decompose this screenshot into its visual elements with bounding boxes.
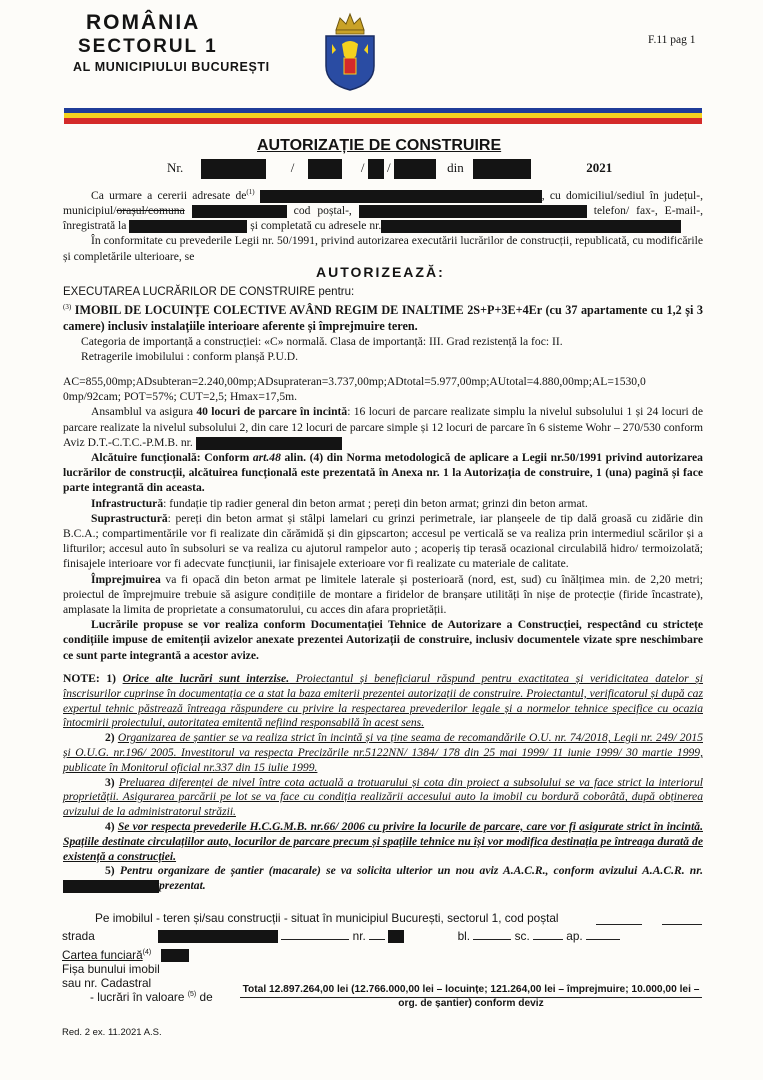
notes-section (63, 672, 703, 894)
note-3: 3) Preluarea diferenței de nivel între cota actuală a trotuarului și cota din proiect a subsolului se va face strict la interiorul proprietății. Asigurarea parcării pe lot se va face cu condiția realizării accesului auto la imobil cu bordură coborâtă, după obținerea avizului de la administratorul străzii. (63, 775, 704, 819)
address-line (62, 929, 620, 943)
alcatuire: Alcătuire funcțională: Conform art.48 alin. (4) din Norma metodologică de aplicare a Legii nr.50/1991 privind autorizarea lucrărilor de construcții, alcătuirea funcțională este prezentată în Anexa nr. 1 la Autorizația de construire, 1 (una) pagină și face parte integrantă din aceasta. (63, 451, 703, 495)
redaction (308, 159, 342, 179)
header-romania: ROMÂNIA (86, 11, 201, 34)
bl-field (473, 939, 511, 940)
law-reference: În conformitate cu prevederile Legii nr. 50/1991, privind autorizarea executării lucrărilor de construcții, republicată, cu modificările și completările ulterioare, se (63, 234, 703, 263)
lucrarile: Lucrările propuse se vor realiza conform Documentației Tehnice de Autorizare a Construcției, respectând cu strictețe condițiile impuse de emitenții avizelor anexate prezentei Autorizații de construire, inclusiv documentele vizate spre neschimbare ce sunt parte integrantă a acestor avize. (63, 618, 703, 662)
valoare-label: - lucrări în valoare $^{(5)}$ de (90, 990, 213, 1004)
parcare: Ansamblul va asigura 40 locuri de parcare în incintă: 16 locuri de parcare realizate simplu la nivelul subsolului 1 și 24 locuri de parcare realizate la nivelul subsolului 2, din care 12 locuri de parcare simple și 12 locuri de parcare în 6 sisteme Wohr – 270/530 conform Aviz D.T.-C.T.C.-P.M.B. nr. (63, 405, 703, 449)
strada-field (281, 939, 349, 940)
cartea-label: Cartea funciară (62, 948, 143, 962)
categoria: Categoria de importanță a construcției: «C» normală. Clasa de importanță: III. Grad rezistență la foc: II. (81, 335, 563, 349)
fisa-label: Fișa bunului imobil (62, 962, 160, 976)
redaction (201, 159, 266, 179)
sc-label: sc. (514, 929, 530, 943)
imprejmuirea: Împrejmuirea va fi opacă din beton armat pe limitele laterale și posterioară (nord, est, sud) cu înălțimea min. de 2,20 metri; proiectul de împrejmuire trebuie să asigure condițiile de montare a firidelor de branșare utilități în nișe de protecție (firide încastrate), amplasate la limita de proprietate a consumatorului, cu acces din afara proprietății. (63, 572, 703, 617)
redaction (473, 159, 531, 179)
redaction (394, 159, 436, 179)
redaction (388, 930, 404, 943)
redaction (192, 205, 287, 218)
total-underline (240, 997, 702, 998)
redaction (161, 949, 189, 962)
redaction (260, 190, 542, 203)
autorizeaza-heading: AUTORIZEAZĂ: (316, 264, 445, 280)
redaction (129, 220, 247, 233)
number-separator: / (290, 159, 295, 175)
footer-note: Red. 2 ex. 11.2021 A.S. (62, 1027, 162, 1038)
location-intro: Pe imobilul - teren și/sau construcții - situat în municipiul București, sectorul 1, cod poștal (95, 911, 559, 925)
postal-code-field-2 (662, 924, 702, 925)
authorization-number (167, 159, 612, 179)
cadastral-label: sau nr. Cadastral (62, 976, 152, 990)
ap-field (586, 939, 620, 940)
header-sector: SECTORUL 1 (78, 36, 218, 57)
redaction (381, 220, 681, 233)
redaction (158, 930, 278, 943)
project-details (63, 374, 703, 663)
redaction (63, 880, 159, 893)
ap-label: ap. (566, 929, 583, 943)
suprastructura: Suprastructură: pereți din beton armat și stâlpi lamelari cu grinzi perimetrale, iar planșeele de tip dală groasă cu zidărie din B.C.A.; compartimentările vor fi realizate din cărămidă și din gipscarton; accesul pe verticală se va realiza prin intermediul scărilor și a lifturilor; accesul auto în subsoluri se va realiza cu ajutorul rampelor auto ; acoperiș tip terasă ocazional circulabilă hidro/ termoizolată; finisajele interioare vor fi adecvate funcțiunii, iar finisajele exterioare vor fi realizate cu materiale de calitate. (63, 511, 703, 571)
number-separator: / (360, 159, 365, 175)
bl-label: bl. (457, 929, 471, 943)
nr-field (369, 939, 385, 940)
note-1: NOTE: 1) Orice alte lucrări sunt interzise. Proiectantul și beneficiarul răspund pentru exactitatea și veridicitatea datelor și înscrisurilor cuprinse în documentația ce a stat la baza emiterii prezentei autorizații de construire. Proiectantul, verificatorul și după caz expertul tehnic păstrează întreaga răspundere cu privire la respectarea prevederilor legale și a normelor tehnice specifice cu ocazia întocmirii proiectului, autoritatea emitentă nefiind responsabilă în acest sens. (63, 672, 704, 730)
object-title: IMOBIL DE LOCUINȚE COLECTIVE AVÂND REGIM DE INALTIME 2S+P+3E+4Er (cu 37 apartamente cu 1,2 și 3 camere) inclusiv instalațiile interioare aferente și împrejmuire teren. (63, 303, 704, 333)
authorization-year: 2021 (586, 159, 613, 175)
note-4: 4) Se vor respecta prevederile H.C.G.M.B. nr.66/ 2006 cu privire la locurile de parcare, care vor fi asigurate strict în incintă. Spațiile destinate circulațiilor auto, locurilor de parcare precum și spațiile tehnice nu își vor modifica destinația pe întreaga durată de existență a construcției. (63, 819, 703, 863)
strada-label: strada (62, 929, 95, 943)
cartea-funciara-line: Cartea funciară$^{(4)}$ (62, 948, 189, 962)
coat-of-arms-icon (320, 10, 380, 92)
nr-label: nr. (352, 929, 366, 943)
note-2: 2) Organizarea de șantier se va realiza strict în incintă și va ține seama de recomandările O.U. nr. 74/2018, Legii nr. 249/ 2015 și O.U.G. nr.196/ 2005. Investitorul va respecta Precizările nr.5122NN/ 1384/ 178 din 25 mai 1999/ 11 iunie 1999/ 30 martie 1999, publicate în Monitorul oficial nr.337 din 15 iulie 1999. (63, 731, 703, 774)
form-code: F.11 pag 1 (648, 34, 696, 46)
document-title: AUTORIZAȚIE DE CONSTRUIRE (257, 137, 502, 154)
din-label: din (447, 159, 464, 175)
postal-code-field (596, 924, 642, 925)
redaction (368, 159, 384, 179)
retrageri: Retragerile imobilului : conform planșă P.U.D. (81, 350, 299, 364)
flag-stripe-red (64, 118, 702, 124)
sc-field (533, 939, 563, 940)
header-municipiu: AL MUNICIPIULUI BUCUREȘTI (73, 60, 270, 74)
redaction (196, 437, 342, 450)
number-separator: / (387, 159, 391, 175)
redaction (359, 205, 587, 218)
total-value: Total 12.897.264,00 lei (12.766.000,00 lei – locuințe; 121.264,00 lei – împrejmuire; 10.000,00 lei – org. de șantier) conform deviz (242, 984, 700, 1009)
executarea-label: EXECUTAREA LUCRĂRILOR DE CONSTRUIRE pentru: (63, 286, 355, 298)
request-paragraph: Ca urmare a cererii adresate $de^{(1)}$ , cu domiciliul/sediul în județul-, municipiul/orașul/comuna cod poștal-, telefon/ fax-, E-mail-, înregistrată la și completată cu adresele nr. În conformitate cu prevederile Legii nr. 50/1991, privind autorizarea executării lucrărilor de construcții, republicată, cu modificările și completările ulterioare, se (63, 188, 703, 263)
nr-label: Nr. (167, 159, 184, 175)
object-description: $^{(3)}$ IMOBIL DE LOCUINȚE COLECTIVE AVÂND REGIM DE INALTIME 2S+P+3E+4Er (cu 37 apartamente cu 1,2 și 3 camere) inclusiv instalațiile interioare aferente și împrejmuire teren. Categoria de importanță a construcției: «C» normală. Clasa de importanță: III. Grad rezistență la foc: II. Retragerile imobilului : conform planșă P.U.D. (63, 303, 704, 364)
infrastructura: Infrastructură: fundație tip radier general din beton armat ; pereți din beton armat; grinzi din beton armat. (91, 496, 588, 510)
indicatori: AC=855,00mp;ADsubteran=2.240,00mp;ADsuprateran=3.737,00mp;ADtotal=5.977,00mp;AUtotal=4.880,00mp;AL=1530,0 0mp/92cam; POT=57%; CUT=2,5; Hmax=17,5m. (63, 375, 646, 404)
note-5: 5) Pentru organizare de șantier (macarale) se va solicita ulterior un nou aviz A.A.C.R., conform avizului A.A.C.R. nr. prezentat. (63, 864, 703, 894)
